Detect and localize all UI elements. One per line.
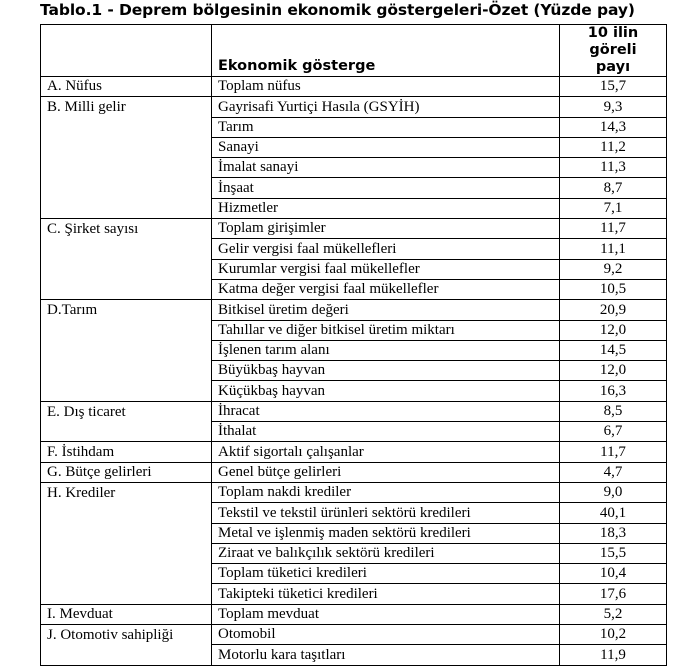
- table-row: [41, 401, 667, 421]
- row-value: 14,3: [560, 117, 667, 137]
- header-share-line1: 10 ilin göreli: [587, 25, 639, 58]
- table-title: Tablo.1 - Deprem bölgesinin ekonomik göstergeleri-Özet (Yüzde pay): [40, 1, 635, 19]
- row-category: [41, 158, 212, 178]
- row-indicator: İşlenen tarım alanı: [212, 340, 560, 360]
- table-row: [41, 604, 667, 624]
- row-indicator: İhracat: [212, 401, 560, 421]
- row-value: 17,6: [560, 584, 667, 604]
- row-value: 9,3: [560, 97, 667, 117]
- table-row: [41, 645, 667, 665]
- row-value: 8,7: [560, 178, 667, 198]
- row-indicator: Küçükbaş hayvan: [212, 381, 560, 401]
- row-category: J. Otomotiv sahipliği: [41, 625, 212, 645]
- table-row: [41, 158, 667, 178]
- row-indicator: Ziraat ve balıkçılık sektörü kredileri: [212, 543, 560, 563]
- row-value: 8,5: [560, 401, 667, 421]
- row-category: [41, 198, 212, 218]
- row-value: 11,7: [560, 219, 667, 239]
- table-row: [41, 503, 667, 523]
- row-indicator: Tekstil ve tekstil ürünleri sektörü kredileri: [212, 503, 560, 523]
- table-body: [41, 77, 667, 666]
- header-share: [560, 25, 667, 77]
- row-category: B. Milli gelir: [41, 97, 212, 117]
- row-category: [41, 259, 212, 279]
- row-indicator: Toplam nakdi krediler: [212, 482, 560, 502]
- header-category: [41, 25, 212, 77]
- table-row: [41, 259, 667, 279]
- row-indicator: Toplam nüfus: [212, 77, 560, 97]
- row-indicator: Bitkisel üretim değeri: [212, 300, 560, 320]
- row-indicator: Büyükbaş hayvan: [212, 361, 560, 381]
- table-row: [41, 117, 667, 137]
- row-indicator: Takipteki tüketici kredileri: [212, 584, 560, 604]
- row-category: [41, 137, 212, 157]
- row-indicator: Tarım: [212, 117, 560, 137]
- row-value: 9,0: [560, 482, 667, 502]
- row-category: G. Bütçe gelirleri: [41, 462, 212, 482]
- table-row: [41, 381, 667, 401]
- row-value: 40,1: [560, 503, 667, 523]
- row-category: A. Nüfus: [41, 77, 212, 97]
- row-indicator: Tahıllar ve diğer bitkisel üretim miktarı: [212, 320, 560, 340]
- row-category: [41, 381, 212, 401]
- table-row: [41, 300, 667, 320]
- row-category: [41, 584, 212, 604]
- table-row: [41, 239, 667, 259]
- row-value: 20,9: [560, 300, 667, 320]
- row-category: [41, 361, 212, 381]
- table-row: [41, 97, 667, 117]
- row-value: 11,7: [560, 442, 667, 462]
- row-category: [41, 320, 212, 340]
- row-value: 11,3: [560, 158, 667, 178]
- table-row: [41, 482, 667, 502]
- row-category: [41, 645, 212, 665]
- row-category: E. Dış ticaret: [41, 401, 212, 421]
- row-value: 4,7: [560, 462, 667, 482]
- table-row: [41, 320, 667, 340]
- row-category: [41, 279, 212, 299]
- table-row: [41, 178, 667, 198]
- row-value: 10,4: [560, 564, 667, 584]
- row-indicator: İmalat sanayi: [212, 158, 560, 178]
- row-value: 11,9: [560, 645, 667, 665]
- row-category: [41, 523, 212, 543]
- table-row: [41, 77, 667, 97]
- row-value: 7,1: [560, 198, 667, 218]
- row-indicator: Metal ve işlenmiş maden sektörü kredileri: [212, 523, 560, 543]
- table-row: [41, 523, 667, 543]
- row-category: [41, 239, 212, 259]
- row-indicator: Aktif sigortalı çalışanlar: [212, 442, 560, 462]
- row-indicator: Sanayi: [212, 137, 560, 157]
- row-value: 11,1: [560, 239, 667, 259]
- row-value: 9,2: [560, 259, 667, 279]
- table-header-row: [41, 25, 667, 77]
- row-category: F. İstihdam: [41, 442, 212, 462]
- row-value: 18,3: [560, 523, 667, 543]
- table-row: [41, 564, 667, 584]
- row-category: H. Krediler: [41, 482, 212, 502]
- row-indicator: Toplam tüketici kredileri: [212, 564, 560, 584]
- row-value: 10,2: [560, 625, 667, 645]
- table-row: [41, 584, 667, 604]
- row-indicator: Toplam mevduat: [212, 604, 560, 624]
- row-value: 10,5: [560, 279, 667, 299]
- header-share-line2: payı: [595, 59, 631, 75]
- row-value: 16,3: [560, 381, 667, 401]
- row-value: 12,0: [560, 320, 667, 340]
- table-row: [41, 137, 667, 157]
- row-indicator: Genel bütçe gelirleri: [212, 462, 560, 482]
- table-row: [41, 462, 667, 482]
- row-value: 12,0: [560, 361, 667, 381]
- row-indicator: Kurumlar vergisi faal mükellefler: [212, 259, 560, 279]
- row-indicator: Katma değer vergisi faal mükellefler: [212, 279, 560, 299]
- row-indicator: Motorlu kara taşıtları: [212, 645, 560, 665]
- row-category: [41, 543, 212, 563]
- table-row: [41, 340, 667, 360]
- row-category: [41, 422, 212, 442]
- table-row: [41, 198, 667, 218]
- table-row: [41, 442, 667, 462]
- row-value: 11,2: [560, 137, 667, 157]
- table-row: [41, 625, 667, 645]
- row-indicator: Hizmetler: [212, 198, 560, 218]
- table-row: [41, 361, 667, 381]
- row-category: [41, 178, 212, 198]
- table-row: [41, 279, 667, 299]
- row-value: 14,5: [560, 340, 667, 360]
- row-category: [41, 340, 212, 360]
- row-category: C. Şirket sayısı: [41, 219, 212, 239]
- row-indicator: Toplam girişimler: [212, 219, 560, 239]
- row-category: D.Tarım: [41, 300, 212, 320]
- row-category: [41, 117, 212, 137]
- row-value: 6,7: [560, 422, 667, 442]
- row-value: 5,2: [560, 604, 667, 624]
- header-indicator: Ekonomik gösterge: [212, 25, 560, 77]
- table-row: [41, 219, 667, 239]
- row-value: 15,7: [560, 77, 667, 97]
- row-indicator: Gayrisafi Yurtiçi Hasıla (GSYİH): [212, 97, 560, 117]
- row-indicator: İnşaat: [212, 178, 560, 198]
- row-value: 15,5: [560, 543, 667, 563]
- row-category: I. Mevduat: [41, 604, 212, 624]
- row-indicator: İthalat: [212, 422, 560, 442]
- row-indicator: Gelir vergisi faal mükellefleri: [212, 239, 560, 259]
- table-row: [41, 543, 667, 563]
- indicator-table: [40, 24, 667, 666]
- row-category: [41, 564, 212, 584]
- table-row: [41, 422, 667, 442]
- row-indicator: Otomobil: [212, 625, 560, 645]
- row-category: [41, 503, 212, 523]
